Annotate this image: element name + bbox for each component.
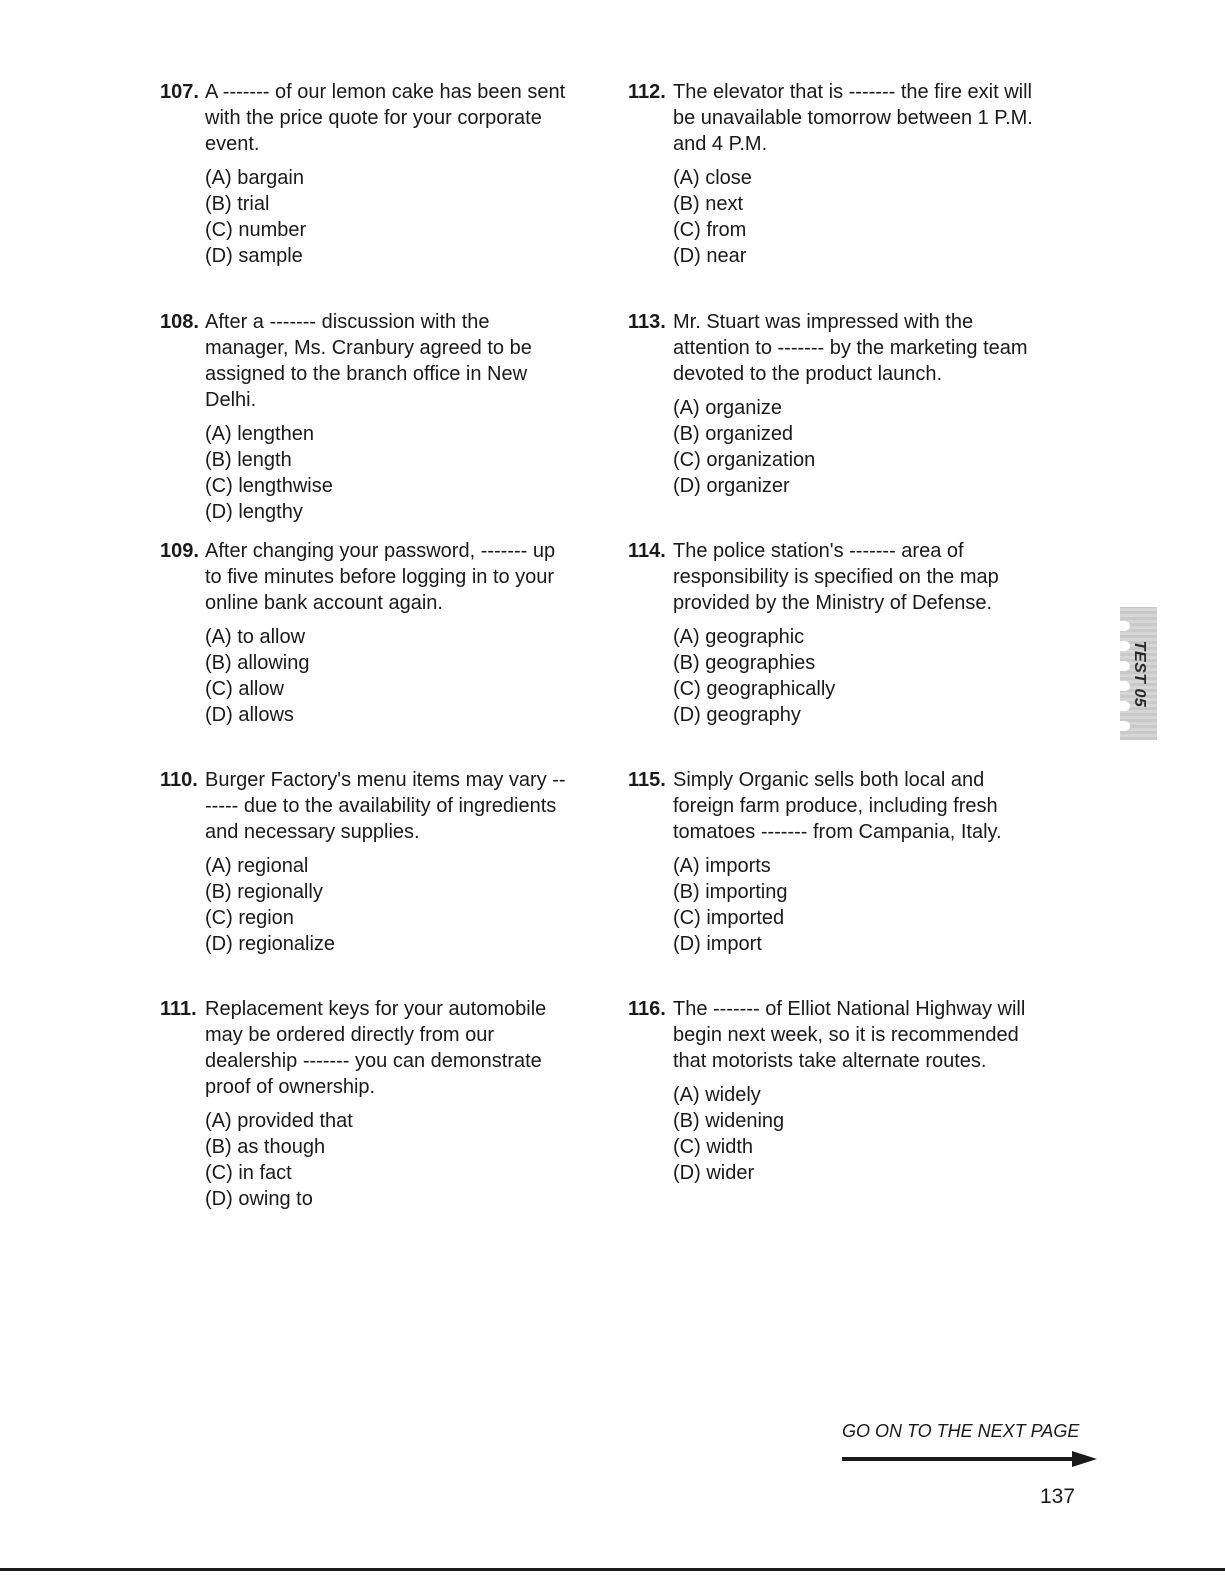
question-number: 110.: [160, 769, 198, 791]
page-number: 137: [1040, 1485, 1076, 1508]
option-b[interactable]: (B) allowing: [205, 652, 310, 674]
option-d[interactable]: (D) regionalize: [205, 933, 336, 955]
question-107: [160, 79, 570, 285]
question-108: [160, 309, 570, 541]
option-c[interactable]: (C) region: [205, 907, 294, 929]
question-110: [160, 767, 570, 973]
question-stem: The police station's ------- area of responsibility is specified on the map provided by the Ministry of Defense.: [673, 540, 999, 614]
option-c[interactable]: (C) organization: [673, 449, 816, 471]
question-stem: Simply Organic sells both local and foreign farm produce, including fresh tomatoes ------- from Campania, Italy.: [673, 769, 1002, 843]
option-a[interactable]: (A) close: [673, 167, 752, 189]
question-number: 108.: [160, 311, 199, 333]
answer-options: [205, 165, 570, 269]
question-111: [160, 996, 570, 1228]
option-d[interactable]: (D) lengthy: [205, 501, 303, 523]
option-a[interactable]: (A) imports: [673, 855, 771, 877]
option-b[interactable]: (B) geographies: [673, 652, 816, 674]
option-d[interactable]: (D) sample: [205, 245, 303, 267]
option-b[interactable]: (B) widening: [673, 1110, 785, 1132]
option-b[interactable]: (B) importing: [673, 881, 788, 903]
option-d[interactable]: (D) import: [673, 933, 762, 955]
tab-notch: [1120, 681, 1130, 691]
answer-options: [673, 624, 1038, 728]
answer-options: [205, 1108, 570, 1212]
question-number: 109.: [160, 540, 199, 562]
option-b[interactable]: (B) trial: [205, 193, 270, 215]
question-stem: After changing your password, ------- up to five minutes before logging in to your online bank account again.: [205, 540, 556, 614]
option-a[interactable]: (A) lengthen: [205, 423, 314, 445]
option-d[interactable]: (D) allows: [205, 704, 294, 726]
question-number: 111.: [160, 998, 197, 1020]
option-a[interactable]: (A) provided that: [205, 1110, 353, 1132]
question-stem: The elevator that is ------- the fire exit will be unavailable tomorrow between 1 P.M. and 4 P.M.: [673, 81, 1033, 155]
question-number: 112.: [628, 81, 666, 103]
option-b[interactable]: (B) organized: [673, 423, 794, 445]
test-section-tab: [1120, 607, 1157, 740]
question-stem: Mr. Stuart was impressed with the attention to ------- by the marketing team devoted to the product launch.: [673, 311, 1028, 385]
question-109: [160, 538, 570, 744]
option-a[interactable]: (A) regional: [205, 855, 309, 877]
option-d[interactable]: (D) wider: [673, 1162, 755, 1184]
option-b[interactable]: (B) next: [673, 193, 744, 215]
tab-notch: [1120, 641, 1130, 651]
question-stem: The ------- of Elliot National Highway will begin next week, so it is recommended that motorists take alternate routes.: [673, 998, 1026, 1072]
option-a[interactable]: (A) bargain: [205, 167, 304, 189]
option-c[interactable]: (C) imported: [673, 907, 785, 929]
option-a[interactable]: (A) geographic: [673, 626, 805, 648]
option-b[interactable]: (B) regionally: [205, 881, 323, 903]
option-a[interactable]: (A) widely: [673, 1084, 761, 1106]
option-d[interactable]: (D) near: [673, 245, 747, 267]
option-c[interactable]: (C) number: [205, 219, 307, 241]
question-number: 116.: [628, 998, 666, 1020]
option-c[interactable]: (C) lengthwise: [205, 475, 333, 497]
tab-notch: [1120, 701, 1130, 711]
right-arrow-icon: [842, 1451, 1097, 1467]
go-on-instruction: GO ON TO THE NEXT PAGE: [842, 1421, 1080, 1441]
question-number: 114.: [628, 540, 666, 562]
question-112: [628, 79, 1038, 285]
tab-notch: [1120, 721, 1130, 731]
option-d[interactable]: (D) organizer: [673, 475, 790, 497]
answer-options: [205, 853, 570, 957]
question-stem: Burger Factory's menu items may vary ------- due to the availability of ingredients and necessary supplies.: [205, 769, 566, 843]
answer-options: [673, 853, 1038, 957]
answer-options: [673, 1082, 1038, 1186]
option-c[interactable]: (C) width: [673, 1136, 754, 1158]
option-c[interactable]: (C) from: [673, 219, 747, 241]
question-number: 107.: [160, 81, 199, 103]
option-a[interactable]: (A) to allow: [205, 626, 306, 648]
question-116: [628, 996, 1038, 1202]
answer-options: [205, 624, 570, 728]
option-a[interactable]: (A) organize: [673, 397, 782, 419]
bottom-border: [0, 1568, 1225, 1571]
answer-options: [205, 421, 570, 525]
tab-label: TEST 05: [1130, 640, 1148, 707]
question-stem: Replacement keys for your automobile may be ordered directly from our dealership ------- you can demonstrate proof of ownership.: [205, 998, 547, 1098]
question-number: 115.: [628, 769, 666, 791]
answer-options: [673, 395, 1038, 499]
question-number: 113.: [628, 311, 666, 333]
option-c[interactable]: (C) geographically: [673, 678, 836, 700]
option-c[interactable]: (C) in fact: [205, 1162, 292, 1184]
tab-notch: [1120, 621, 1130, 631]
question-114: [628, 538, 1038, 744]
question-stem: A ------- of our lemon cake has been sent with the price quote for your corporate event.: [205, 81, 566, 155]
option-c[interactable]: (C) allow: [205, 678, 284, 700]
option-b[interactable]: (B) length: [205, 449, 292, 471]
option-b[interactable]: (B) as though: [205, 1136, 326, 1158]
question-stem: After a ------- discussion with the manager, Ms. Cranbury agreed to be assigned to the branch office in New Delhi.: [205, 311, 532, 411]
option-d[interactable]: (D) owing to: [205, 1188, 313, 1210]
option-d[interactable]: (D) geography: [673, 704, 801, 726]
answer-options: [673, 165, 1038, 269]
question-113: [628, 309, 1038, 515]
tab-notch: [1120, 661, 1130, 671]
question-115: [628, 767, 1038, 973]
